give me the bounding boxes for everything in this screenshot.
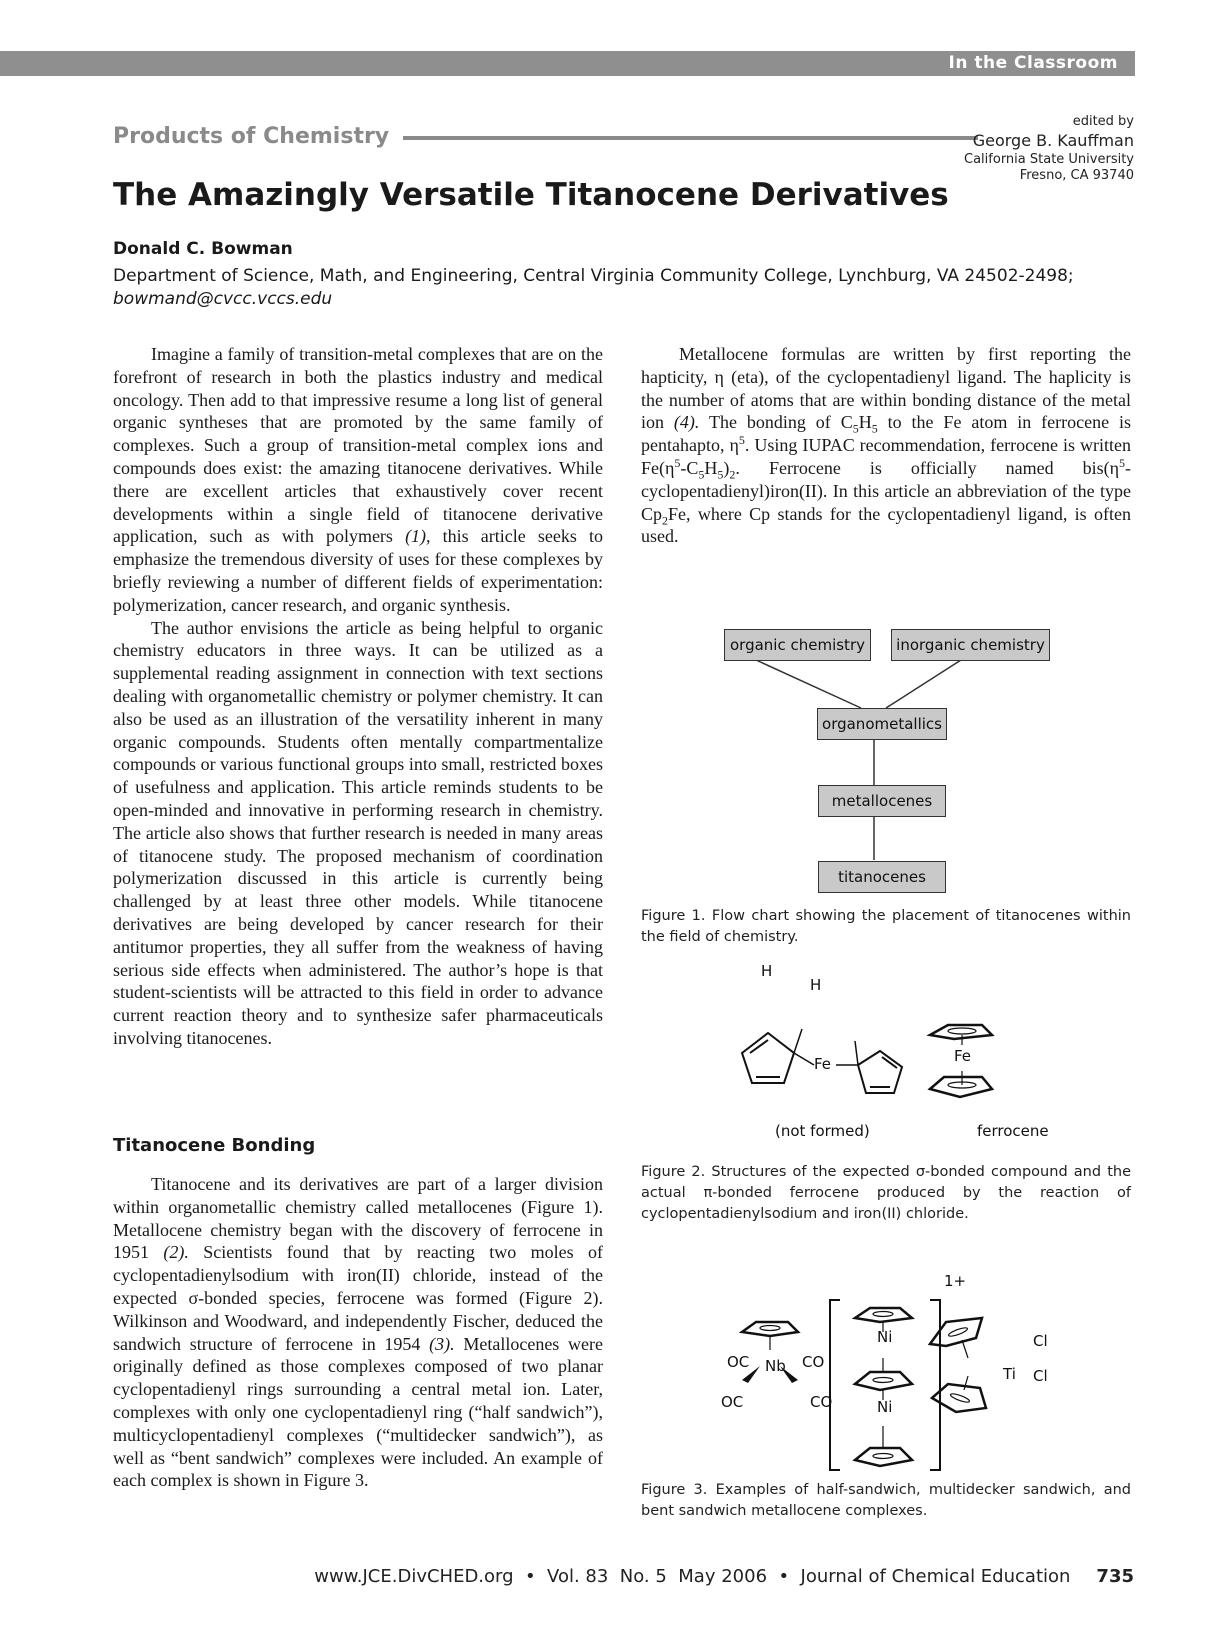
label-oc-1: OC [727,1353,750,1371]
paragraph-bonding: Titanocene and its derivatives are part of a larger division within organometallic chemistry called metallocenes (Figure 1). Metallocene chemistry began with the discovery of ferrocene in 1951 (2). Scientists found that by reacting two moles of cyclopentadienylsodium with iron(II) chloride, instead of the expected σ-bonded species, ferrocene was formed (Figure 2). Wilkinson and Woodward, and independently Fischer, deduced the sandwich structure of ferrocene in 1954 (3). Metallocenes were originally defined as those complexes composed of two planar cyclopentadienyl rings surrounding a central metal ion. Later, complexes with only one cyclopentadienyl ring (“half sandwich”), multicyclopentadienyl complexes (“multidecker sandwich”), as well as “bent sandwich” complexes were included. An example of each complex is shown in Figure 3. [113,1174,604,1491]
ring-circle [873,1378,893,1383]
ring-circle [950,1392,971,1404]
box-titanocenes: titanocenes [818,861,946,893]
label-co-2: CO [810,1393,833,1411]
ring-circle [873,1312,893,1317]
cp-ring [742,1322,798,1336]
cp-ring-top [930,1025,992,1039]
author-name: Donald C. Bowman [113,239,293,259]
left-column [113,343,603,1050]
label-ferrocene: ferrocene [977,1122,1049,1140]
label-fe-ferrocene: Fe [954,1047,972,1065]
box-organic-chemistry: organic chemistry [724,629,871,661]
c-h-bond [855,1041,858,1065]
connector-line [756,660,861,708]
page-number: 735 [1096,1566,1134,1587]
reference-2[interactable]: (2). [163,1242,189,1263]
cp-ring-bottom [930,1077,992,1097]
box-inorganic-chemistry: inorganic chemistry [891,629,1050,661]
c-h-bond [794,1029,802,1053]
reference-1[interactable]: (1), [405,526,431,547]
reference-3[interactable]: (3). [429,1333,455,1354]
label-not-formed: (not formed) [775,1122,870,1140]
ring-circle [760,1326,780,1331]
box-metallocenes: metallocenes [818,785,946,817]
label-h-left: H [761,962,773,980]
cp-ring [855,1308,912,1322]
editor-city: Fresno, CA 93740 [1019,168,1134,183]
author-email[interactable]: bowmand@cvcc.vccs.edu [113,289,333,309]
left-column-lower [113,1173,603,1492]
label-co-1: CO [802,1353,825,1371]
section-rule [403,136,978,140]
label-nb: Nb [765,1357,786,1375]
label-ti: Ti [1003,1365,1016,1383]
label-oc-2: OC [721,1393,744,1411]
edited-label: edited by [1072,114,1134,129]
paragraph-intro: Imagine a family of transition-metal complexes that are on the forefront of research in both the plastics industry and medical oncology. Then add to that impressive resume a long list of general organic syntheses that are promoted by the same family of complexes. Such a group of transition-metal complex ions and compounds does exist: the amazing titanocene derivatives. While there are excellent articles that exhaustively cover recent developments within a single field of titanocene derivative application, such as with polymers (1), this article seeks to emphasize the tremendous diversity of uses for these complexes by briefly reviewing a number of different fields of experimentation: polymerization, cancer research, and organic synthesis. [113,344,604,615]
figure2-caption: Figure 2. Structures of the expected σ-bonded compound and the actual π-bonded ferrocene produced by the reaction of cyclopentadienylsodium and iron(II) chloride. [641,1164,1131,1222]
banner-label: In the Classroom [948,53,1118,73]
ring-circle [948,1326,969,1338]
figure2-structures [730,1005,1110,1115]
author-affiliation [113,265,1113,311]
cp-ring [855,1372,912,1390]
paragraph-purpose: The author envisions the article as being helpful to organic chemistry educators in three ways. It can be utilized as a supplemental reading assignment in connection with text sections dealing with organometallic chemistry or polymer chemistry. It can also be used as an illustration of the versatility inherent in many organic compounds. Students often mentally compartmentalize compounds or various functional groups into small, restricted boxes of usefulness and application. This article reminds students to be open-minded and innovative in performing research in chemistry. The article also shows that further research is needed in many areas of titanocene study. The proposed mechanism of coordination polymerization discussed in this article is currently being challenged by at least three other models. While titanocene derivatives are being developed by cancer research for their antitumor properties, they all suffer from the weakness of having serious side effects when administered. The author’s hope is that student-scientists will be attracted to this field in order to advance current reaction theory and to synthesize safer pharmaceuticals involving titanocenes. [113,617,603,1048]
fe-bond [794,1053,814,1065]
label-cl-2: Cl [1033,1367,1048,1385]
figure3-structures [720,1280,1120,1480]
ring-circle [873,1454,893,1459]
cp-ring [855,1448,912,1466]
cp-ring [930,1318,982,1346]
label-h-right: H [810,976,822,994]
ring-circle [948,1028,976,1034]
paragraph-formulas: Metallocene formulas are written by first reporting the hapticity, η (eta), of the cyclopentadienyl ligand. The haplicity is the number of atoms that are within bonding distance of the metal ion (4). The bonding of $C_5H_5$ to the Fe atom in ferrocene is pentahapto, $\eta^5$. Using IUPAC recommendation, ferrocene is written $Fe(\eta^5-C_5H_5)_2$. Ferrocene is officially named $bis(\eta^5-cyclopentadienyl)iron(II)$. In this article an abbreviation of the type $Cp_2Fe$, where Cp stands for the cyclopentadienyl ligand, is often used. [641,344,1132,547]
label-ni-2: Ni [877,1398,893,1416]
section-title: Products of Chemistry [113,124,390,149]
editor-affiliation: California State University [964,152,1134,167]
figure3-caption: Figure 3. Examples of half-sandwich, multidecker sandwich, and bent sandwich metallocene complexes. [641,1482,1131,1519]
ring-bond [962,1340,968,1358]
editor-block [964,113,1134,184]
footer-citation: www.JCE.DivCHED.org • Vol. 83 No. 5 May 2006 • Journal of Chemical Education [314,1566,1071,1587]
figure1-caption: Figure 1. Flow chart showing the placement of titanocenes within the field of chemistry. [641,908,1131,945]
label-fe-sigma: Fe [814,1055,832,1073]
affiliation-text: Department of Science, Math, and Engineering, Central Virginia Community College, Lynchburg, VA 24502-2498; [113,266,1074,286]
section-heading: Titanocene Bonding [113,1135,316,1156]
right-column [641,343,1131,548]
bracket-right [930,1300,940,1470]
label-ni-1: Ni [877,1328,893,1346]
article-title: The Amazingly Versatile Titanocene Derivatives [113,177,949,213]
page-footer [314,1566,1134,1587]
editor-name: George B. Kauffman [972,131,1134,150]
label-cl-1: Cl [1033,1332,1048,1350]
reference-4[interactable]: (4). [673,412,700,433]
box-organometallics: organometallics [817,708,947,740]
connector-line [886,660,961,708]
bracket-left [830,1300,840,1470]
ring-bond [964,1376,968,1390]
charge-label: 1+ [944,1272,967,1290]
double-bond [750,1040,768,1053]
